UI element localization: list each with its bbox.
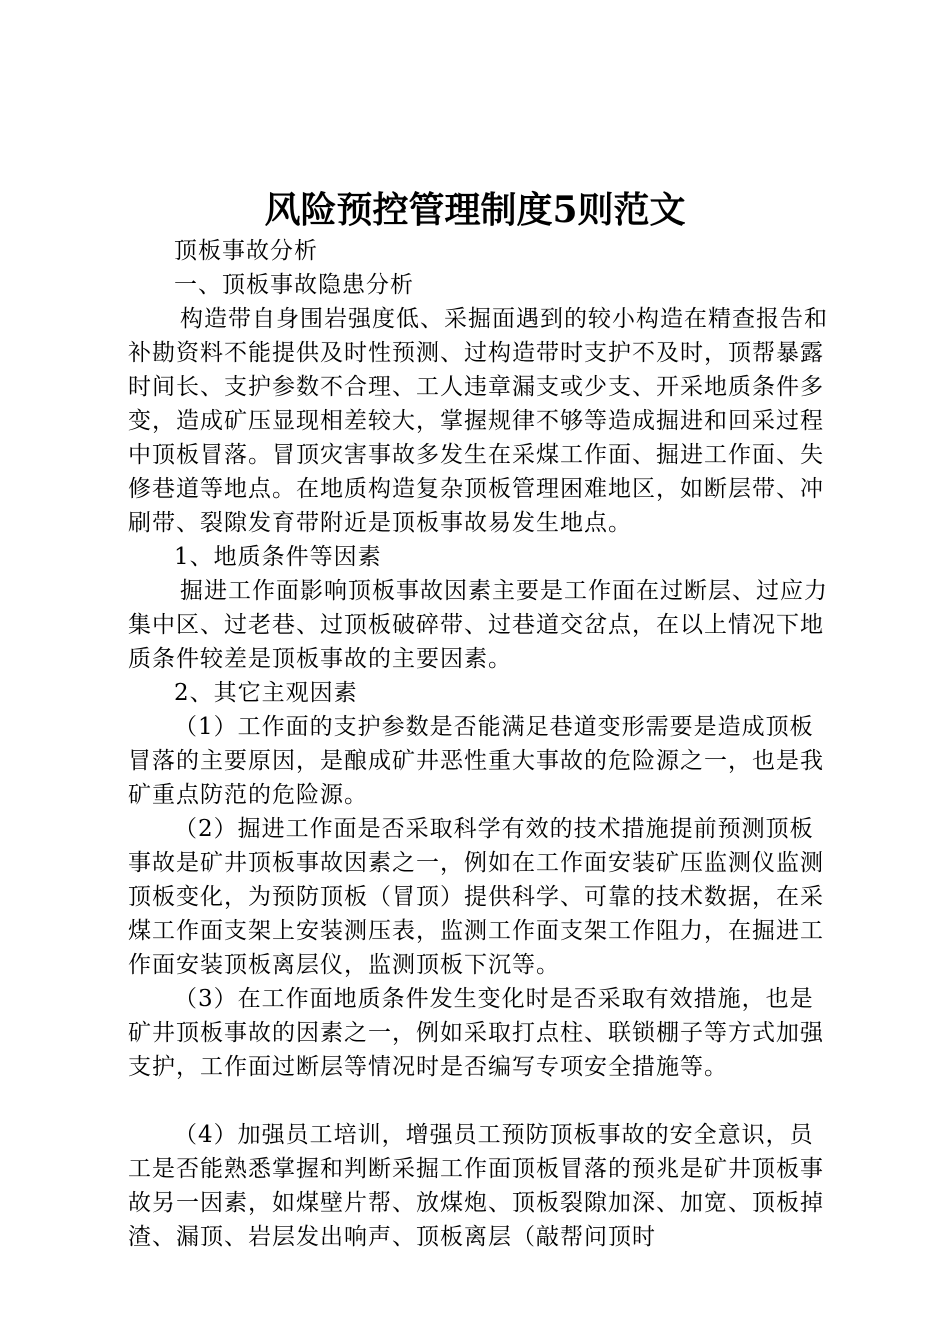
paragraph: 掘进工作面影响顶板事故因素主要是工作面在过断层、过应力集中区、过老巷、过顶板破碎带、过巷道交岔点，在以上情况下地质条件较差是顶板事故的主要因素。 xyxy=(128,578,828,672)
list-item: （1）工作面的支护参数是否能满足巷道变形需要是造成顶板冒落的主要原因，是酿成矿井恶性重大事故的危险源之一，也是我矿重点防范的危险源。 xyxy=(128,714,824,808)
section-heading: 一、顶板事故隐患分析 xyxy=(174,272,414,298)
list-item: （2）掘进工作面是否采取科学有效的技术措施提前预测顶板事故是矿井顶板事故因素之一，例如在工作面安装矿压监测仪监测顶板变化，为预防顶板（冒顶）提供科学、可靠的技术数据，在采煤工作面支架上安装测压表，监测工作面支架工作阻力，在掘进工作面安装顶板离层仪，监测顶板下沉等。 xyxy=(128,816,824,978)
section-heading: 顶板事故分析 xyxy=(174,238,318,264)
paragraph: 构造带自身围岩强度低、采掘面遇到的较小构造在精查报告和补勘资料不能提供及时性预测、过构造带时支护不及时，顶帮暴露时间长、支护参数不合理、工人违章漏支或少支、开采地质条件多变，造成矿压显现相差较大，掌握规律不够等造成掘进和回采过程中顶板冒落。冒顶灾害事故多发生在采煤工作面、掘进工作面、失修巷道等地点。在地质构造复杂顶板管理困难地区，如断层带、冲刷带、裂隙发育带附近是顶板事故易发生地点。 xyxy=(128,306,828,536)
paragraph-spacer xyxy=(128,1084,832,1118)
subsection-heading: 1、地质条件等因素 xyxy=(174,544,382,570)
list-item: （4）加强员工培训，增强员工预防顶板事故的安全意识，员工是否能熟悉掌握和判断采掘工作面顶板冒落的预兆是矿井顶板事故另一因素，如煤壁片帮、放煤炮、顶板裂隙加深、加宽、顶板掉渣、漏顶、岩层发出响声、顶板离层（敲帮问顶时 xyxy=(128,1122,824,1250)
document-body xyxy=(128,234,832,1254)
document-title: 风险预控管理制度5则范文 xyxy=(264,189,686,231)
list-item: （3）在工作面地质条件发生变化时是否采取有效措施，也是矿井顶板事故的因素之一，例如采取打点柱、联锁棚子等方式加强支护，工作面过断层等情况时是否编写专项安全措施等。 xyxy=(128,986,824,1080)
subsection-heading: 2、其它主观因素 xyxy=(174,680,358,706)
